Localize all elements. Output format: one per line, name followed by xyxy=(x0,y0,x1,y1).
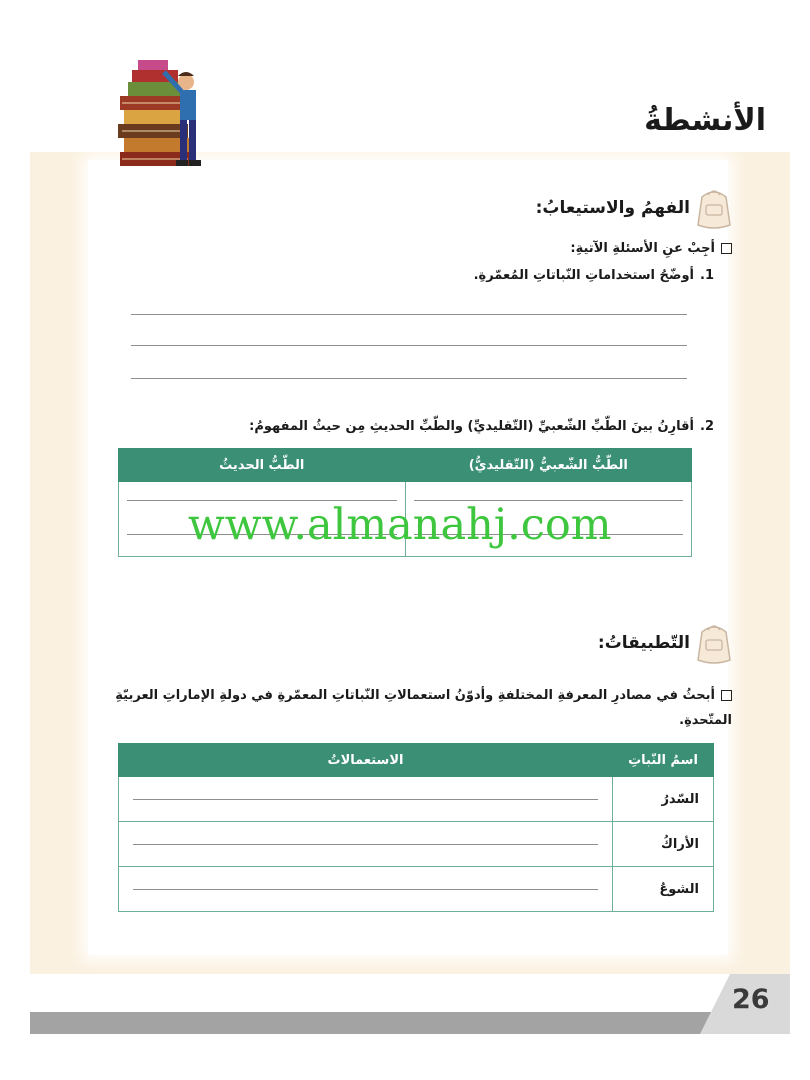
header-plant-name: اسمُ النّباتِ xyxy=(613,744,714,777)
page-number: 26 xyxy=(732,984,770,1015)
question-1 xyxy=(474,268,714,283)
checkbox-square-icon xyxy=(721,690,732,701)
backpack-icon xyxy=(694,187,734,229)
header-modern-medicine: الطّبُّ الحديثُ xyxy=(119,449,406,482)
watermark: www.almanahj.com xyxy=(188,500,612,550)
answer-line[interactable] xyxy=(131,378,687,379)
comprehension-heading-text: الفهمُ والاستيعابُ: xyxy=(535,198,690,218)
question-2-number: 2. xyxy=(700,419,714,434)
checkbox-square-icon xyxy=(721,243,732,254)
question-1-number: 1. xyxy=(700,268,714,283)
uses-answer-cell[interactable] xyxy=(119,867,613,912)
answer-line[interactable] xyxy=(131,345,687,346)
page-title: الأنشطةُ xyxy=(644,103,766,138)
question-1-text: أوضّحُ استخداماتِ النّباتاتِ المُعمّرةِ. xyxy=(473,268,694,283)
footer-bar xyxy=(30,1012,730,1034)
instruction-line xyxy=(570,241,732,256)
uses-answer-cell[interactable] xyxy=(119,822,613,867)
applications-instruction xyxy=(92,683,732,733)
applications-instruction-text: أبحثُ في مصادرِ المعرفةِ المختلفةِ وأدوّنُ استعمالاتِ النّباتاتِ المعمّرةِ في دولةِ الإماراتِ العربيّةِ المتّحدةِ. xyxy=(115,688,732,728)
backpack-icon xyxy=(694,622,734,664)
header-traditional-medicine: الطّبُّ الشّعبيُّ (التّقليديُّ) xyxy=(405,449,692,482)
plant-name-cell: السّدرُ xyxy=(613,777,714,822)
plant-name-cell: الشوعُ xyxy=(613,867,714,912)
plants-table xyxy=(118,743,714,912)
plant-name-cell: الأراكُ xyxy=(613,822,714,867)
books-illustration-icon xyxy=(112,52,222,174)
answer-line[interactable] xyxy=(131,314,687,315)
applications-heading xyxy=(598,622,734,664)
applications-heading-text: التّطبيقاتُ: xyxy=(597,633,690,653)
uses-answer-cell[interactable] xyxy=(119,777,613,822)
question-2 xyxy=(249,419,714,434)
instruction-text: أجِبْ عنِ الأسئلةِ الآتيةِ: xyxy=(570,241,715,256)
header-uses: الاستعمالاتُ xyxy=(119,744,613,777)
comprehension-heading xyxy=(536,187,734,229)
question-2-text: أقارِنُ بينَ الطّبِّ الشّعبيِّ (التّقليديِّ) والطّبِّ الحديثِ مِن حيثُ المفهومُ: xyxy=(249,419,694,434)
